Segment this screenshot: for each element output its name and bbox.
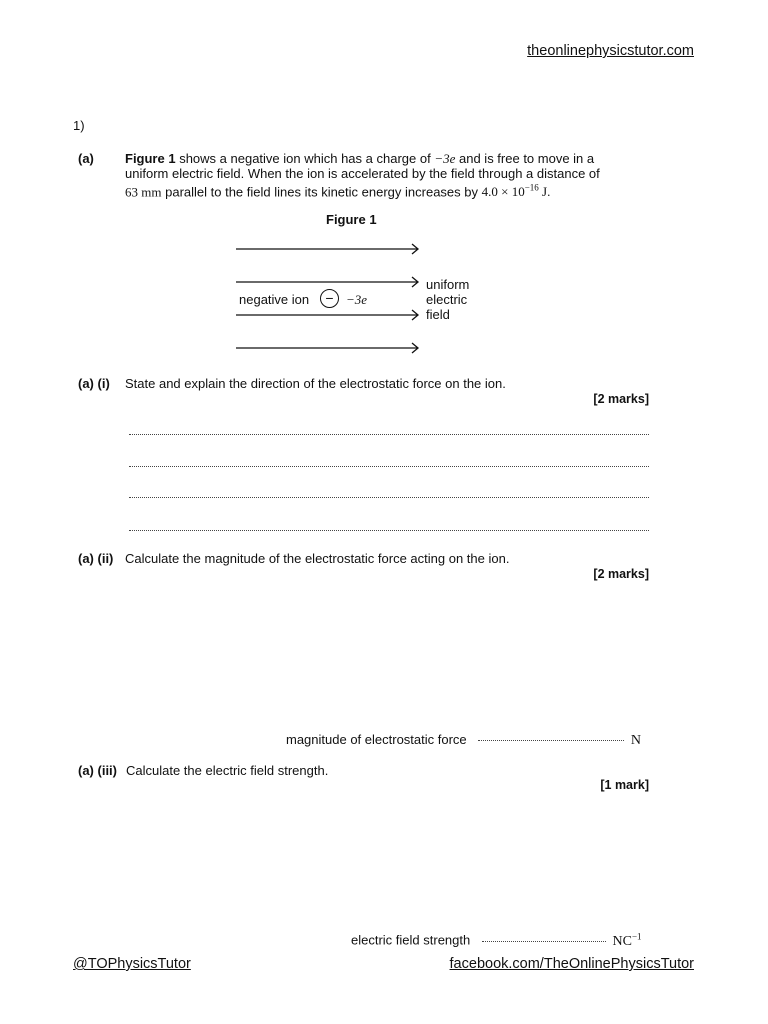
part-a-line-1 [125, 151, 665, 166]
question-number: 1) [73, 118, 85, 133]
part-iii-answer-dots[interactable] [482, 941, 606, 942]
header-site-link[interactable]: theonlinephysicstutor.com [527, 43, 694, 59]
answer-line[interactable] [129, 434, 649, 435]
answer-line[interactable] [129, 530, 649, 531]
answer-line[interactable] [129, 466, 649, 467]
field-line-arrow [236, 244, 418, 254]
part-a-distance: 63 mm [125, 184, 162, 200]
part-i-text: State and explain the direction of the electrostatic force on the ion. [125, 376, 506, 391]
part-iii-answer-unit [612, 931, 642, 949]
part-a-line3-mid: parallel to the field lines its kinetic energy increases by [165, 184, 478, 200]
figure-title: Figure 1 [326, 212, 377, 227]
twitter-link[interactable]: @TOPhysicsTutor [73, 956, 191, 972]
part-a-text [125, 151, 665, 199]
field-line-arrow [236, 277, 418, 287]
ion-symbol: − [325, 290, 334, 306]
field-label-line-1: uniform [426, 277, 470, 292]
part-i-label: (a) (i) [78, 376, 110, 391]
part-iii-unit-base: NC [612, 933, 632, 949]
part-iii-label: (a) (iii) [78, 763, 117, 778]
part-ii-label: (a) (ii) [78, 551, 114, 566]
part-a-energy [482, 184, 551, 199]
field-line-arrow [236, 343, 418, 353]
answer-line[interactable] [129, 497, 649, 498]
part-ii-answer-label: magnitude of electrostatic force [286, 732, 467, 747]
part-a-line1-pre: shows a negative ion which has a charge of [179, 151, 431, 166]
part-iii-text: Calculate the electric field strength. [126, 763, 329, 778]
part-a-line-3 [125, 181, 665, 199]
field-label-line-2: electric [426, 292, 468, 307]
field-line-arrow [236, 310, 418, 320]
part-ii-answer-unit: N [630, 733, 642, 748]
part-iii-answer-label: electric field strength [351, 932, 471, 948]
energy-coefficient: 4.0 × 10 [481, 184, 525, 200]
part-a-label: (a) [78, 151, 94, 166]
part-iii-answer[interactable] [351, 929, 642, 949]
figure-ref: Figure 1 [125, 151, 176, 166]
part-i-marks: [2 marks] [593, 392, 649, 406]
part-iii-unit-exponent: −1 [631, 931, 642, 941]
part-ii-answer[interactable] [286, 732, 641, 748]
negative-ion-icon [320, 289, 339, 308]
part-a-line-2: uniform electric field. When the ion is accelerated by the field through a distance of [125, 166, 600, 181]
part-a-line1-post: and is free to move in a [459, 151, 595, 166]
field-label-line-3: field [426, 307, 450, 322]
part-ii-text: Calculate the magnitude of the electrostatic force acting on the ion. [125, 551, 510, 566]
part-ii-answer-dots[interactable] [478, 740, 624, 741]
field-label [426, 277, 469, 322]
energy-unit: J. [542, 184, 551, 200]
facebook-link[interactable]: facebook.com/TheOnlinePhysicsTutor [449, 956, 694, 972]
ion-charge-label: −3e [346, 292, 368, 307]
part-iii-marks: [1 mark] [600, 778, 649, 792]
energy-exponent: −16 [524, 183, 539, 193]
part-ii-marks: [2 marks] [593, 567, 649, 581]
ion-label: negative ion [239, 292, 310, 307]
part-a-charge: −3e [434, 151, 456, 166]
